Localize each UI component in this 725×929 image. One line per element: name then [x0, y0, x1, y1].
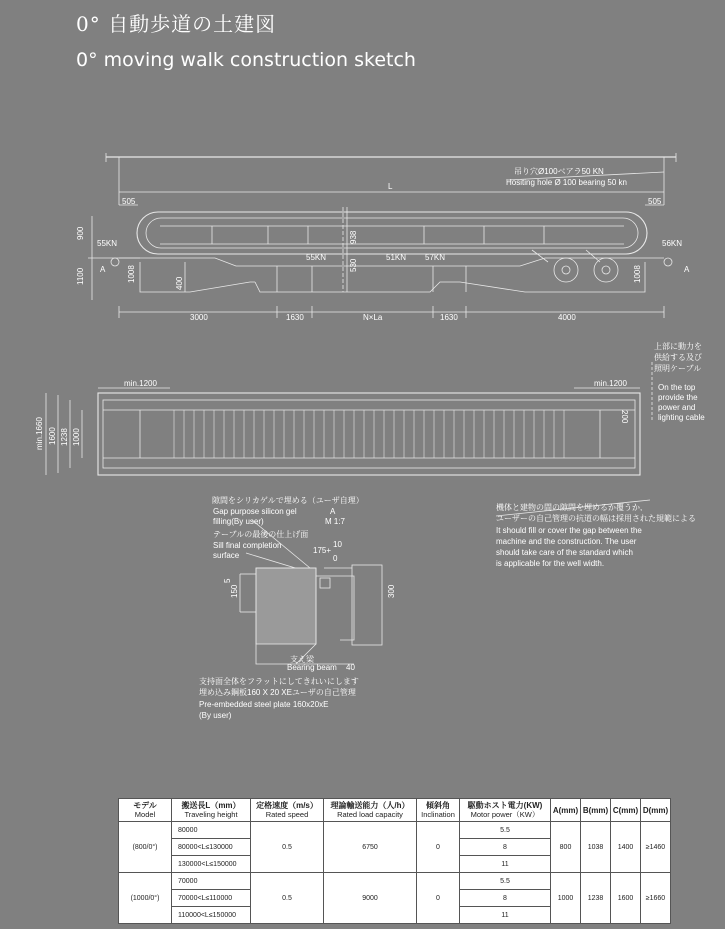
cell-C: 1400	[611, 822, 641, 873]
plan-dim-min1660: min.1660	[35, 417, 44, 450]
gap-note	[496, 500, 696, 568]
cell-length: 130000<L≤150000	[172, 856, 251, 873]
plan-dim-1000: 1000	[72, 428, 81, 446]
dim-L: L	[388, 182, 393, 191]
dim-3000: 3000	[190, 313, 208, 322]
cable-note-en-4: lighting cable	[658, 413, 705, 422]
detail-A-left: A	[100, 265, 106, 274]
hoisting-label-jp: 吊り穴Ø100ベアラ50 KN	[514, 167, 604, 176]
detail-A-right: A	[684, 265, 690, 274]
table-row	[119, 873, 671, 890]
cell-speed: 0.5	[251, 822, 324, 873]
gap-note-en-1: It should fill or cover the gap between the	[496, 526, 642, 535]
col-B: B(mm)	[581, 799, 611, 822]
col-model: モデル Model	[119, 799, 172, 822]
cable-note-jp-1: 上部に動力を	[654, 342, 702, 351]
beam-label-en: Bearing beam	[287, 663, 337, 672]
dim-530: 530	[349, 258, 358, 272]
cell-length: 80000	[172, 822, 251, 839]
cell-power: 5.5	[460, 822, 551, 839]
title-en: 0° moving walk construction sketch	[76, 49, 416, 71]
plate-note-jp: 埋め込み鋼板160 X 20 XEユーザの自己管理	[199, 688, 356, 697]
dim-4000: 4000	[558, 313, 576, 322]
cell-length: 70000	[172, 873, 251, 890]
col-inclination: 傾斜角 Inclination	[417, 799, 460, 822]
dim-300: 300	[387, 584, 396, 598]
cell-length: 110000<L≤150000	[172, 907, 251, 924]
plan-dim-1238: 1238	[60, 428, 69, 446]
gap-label-en-1: Gap purpose silicon gel	[213, 507, 297, 516]
detail-A-view	[199, 495, 396, 720]
cell-power: 11	[460, 856, 551, 873]
spec-table	[118, 798, 671, 924]
cell-capacity: 6750	[324, 822, 417, 873]
sill-label-en-2: surface	[213, 551, 240, 560]
dim-938: 938	[349, 230, 358, 244]
cell-C: 1600	[611, 873, 641, 924]
col-length: 搬送長L（mm） Traveling height	[172, 799, 251, 822]
title-jp: 0° 自動歩道の土建図	[76, 12, 277, 36]
col-motor-power: 駆動ホスト電力(KW) Motor power（KW）	[460, 799, 551, 822]
gap-note-en-3: should take care of the standard which	[496, 548, 633, 557]
dim-1008-left: 1008	[127, 265, 136, 283]
hoisting-label-en: Hositing hole Ø 100 bearing 50 kn	[506, 178, 627, 187]
plan-min-right: min.1200	[594, 379, 627, 388]
cell-model: (800/0°)	[119, 822, 172, 873]
gap-label-jp: 隙間をシリカゲルで埋める（ユーザ自理）	[212, 496, 364, 505]
flat-note-jp: 支持面全体をフラットにしてきれいにします	[199, 677, 359, 686]
cell-power: 11	[460, 907, 551, 924]
cell-power: 8	[460, 839, 551, 856]
plan-dim-200: 200	[620, 410, 629, 424]
gap-note-en-2: machine and the construction. The user	[496, 537, 637, 546]
cell-A: 1000	[551, 873, 581, 924]
cell-length: 80000<L≤130000	[172, 839, 251, 856]
col-speed: 定格速度（m/s） Rated speed	[251, 799, 324, 822]
cell-A: 800	[551, 822, 581, 873]
cable-note-jp-3: 照明ケーブル	[654, 364, 702, 373]
cell-speed: 0.5	[251, 873, 324, 924]
dim-900: 900	[76, 226, 85, 240]
elevation-view	[76, 153, 690, 322]
dim-400: 400	[175, 276, 184, 290]
plate-note-en-2: (By user)	[199, 711, 232, 720]
dim-NxLa: N×La	[363, 313, 383, 322]
beam-label-jp: 支え梁	[290, 655, 314, 664]
cell-power: 5.5	[460, 873, 551, 890]
detail-A-label: A	[330, 507, 336, 516]
cell-D: ≥1660	[641, 873, 671, 924]
cell-capacity: 9000	[324, 873, 417, 924]
dim-1630-left: 1630	[286, 313, 304, 322]
plan-dim-1600: 1600	[48, 427, 57, 445]
force-55kn-mid: 55KN	[306, 253, 327, 262]
cell-model: (1000/0°)	[119, 873, 172, 924]
dim-175: 175+	[313, 546, 332, 555]
dim-505-right: 505	[648, 197, 662, 206]
cell-length: 70000<L≤110000	[172, 890, 251, 907]
spec-table-header	[119, 799, 671, 822]
cable-note-jp-2: 供給する及び	[654, 353, 702, 362]
force-56kn: 56KN	[662, 239, 683, 248]
plan-view	[35, 341, 705, 475]
dim-1008-right: 1008	[633, 265, 642, 283]
cell-incl: 0	[417, 822, 460, 873]
force-51kn: 51KN	[386, 253, 407, 262]
col-A: A(mm)	[551, 799, 581, 822]
table-row	[119, 822, 671, 839]
cable-note-en-1: On the top	[658, 383, 696, 392]
dim-1630-right: 1630	[440, 313, 458, 322]
cell-D: ≥1460	[641, 822, 671, 873]
sill-label-jp: テーブルの最後の仕上げ面	[213, 530, 309, 539]
plan-min-left: min.1200	[124, 379, 157, 388]
dim-0: 0	[333, 554, 338, 563]
dim-10: 10	[333, 540, 342, 549]
plate-note-en-1: Pre-embedded steel plate 160x20xE	[199, 700, 329, 709]
cell-B: 1038	[581, 822, 611, 873]
gap-note-jp-2: ユーザーの自己管理の抗道の幅は採用された規範による	[496, 514, 696, 523]
cable-note-en-2: provide the	[658, 393, 698, 402]
col-D: D(mm)	[641, 799, 671, 822]
gap-label-en-2: filling(By user)	[213, 517, 264, 526]
gap-note-jp-1: 機体と建物の間の隙間を埋めるか覆うか,	[496, 503, 643, 512]
cable-note-en-3: power and	[658, 403, 696, 412]
dim-150: 150	[230, 584, 239, 598]
cell-incl: 0	[417, 873, 460, 924]
sill-label-en-1: Sill final completion	[213, 541, 282, 550]
cell-power: 8	[460, 890, 551, 907]
cell-B: 1238	[581, 873, 611, 924]
dim-5: 5	[223, 578, 232, 583]
force-55kn-left: 55KN	[97, 239, 118, 248]
col-capacity: 理論輸送能力（人/h） Rated load capacity	[324, 799, 417, 822]
dim-40: 40	[346, 663, 355, 672]
dim-505-left: 505	[122, 197, 136, 206]
detail-scale: M 1:7	[325, 517, 346, 526]
gap-note-en-4: is applicable for the well width.	[496, 559, 605, 568]
force-57kn: 57KN	[425, 253, 446, 262]
col-C: C(mm)	[611, 799, 641, 822]
dim-1100: 1100	[76, 267, 85, 285]
